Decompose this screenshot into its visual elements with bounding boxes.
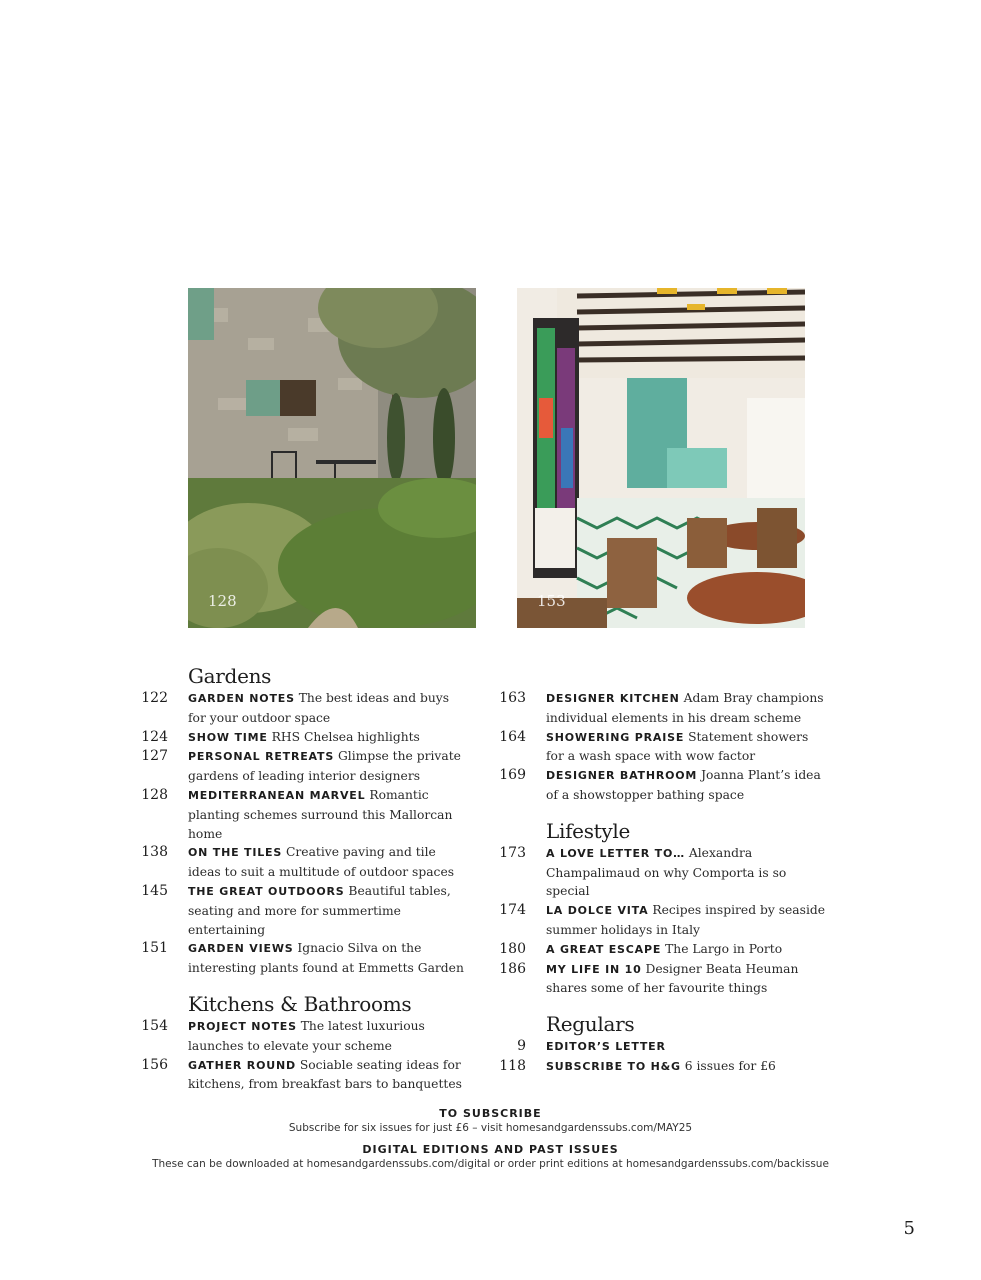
- digital-editions-text[interactable]: These can be downloaded at homesandgardenssubs.com/digital or order print editions at homesandgardenssubs.com/backissue: [152, 1158, 829, 1170]
- entry-title: A GREAT ESCAPE: [546, 942, 662, 956]
- entry-description: Recipes inspired by seaside summer holidays in Italy: [546, 903, 826, 937]
- photo-page-number: 153: [537, 592, 566, 610]
- entry-description: Romantic planting schemes surround this Mallorcan home: [188, 787, 453, 841]
- page-number: 5: [903, 1218, 915, 1239]
- entry-title: EDITOR’S LETTER: [546, 1040, 666, 1054]
- entry-page-number: 169: [499, 767, 526, 784]
- contents-entry[interactable]: [498, 844, 828, 901]
- section-heading-kitchens-bathrooms: Kitchens & Bathrooms: [188, 991, 412, 1016]
- entry-title: DESIGNER KITCHEN: [546, 692, 680, 705]
- entry-title: THE GREAT OUTDOORS: [188, 884, 345, 898]
- contents-entry[interactable]: [498, 960, 828, 999]
- entry-title: GARDEN VIEWS: [188, 942, 294, 956]
- entry-page-number: 154: [141, 1017, 168, 1034]
- entry-description: Adam Bray champions individual elements in his dream scheme: [546, 691, 824, 725]
- contents-entry[interactable]: [140, 747, 470, 786]
- contents-entry[interactable]: [498, 1057, 828, 1077]
- entry-title: SHOWERING PRAISE: [546, 730, 685, 744]
- entry-page-number: 122: [141, 690, 168, 706]
- garden-photo: [188, 288, 476, 628]
- contents-entry[interactable]: [140, 1056, 470, 1095]
- entry-title: MY LIFE IN 10: [546, 962, 642, 976]
- entry-page-number: 145: [141, 882, 168, 899]
- restaurant-photo: [517, 288, 805, 628]
- entry-title: SHOW TIME: [188, 730, 268, 744]
- contents-entry[interactable]: [498, 1037, 828, 1057]
- entry-title: PERSONAL RETREATS: [188, 750, 335, 764]
- contents-entry[interactable]: [140, 843, 470, 882]
- entry-description: Alexandra Champalimaud on why Comporta is so special: [546, 845, 787, 899]
- entry-page-number: 180: [499, 940, 526, 957]
- entry-page-number: 127: [141, 748, 168, 765]
- entry-page-number: 173: [499, 844, 526, 861]
- entry-page-number: 124: [141, 728, 168, 745]
- entry-description: RHS Chelsea highlights: [271, 729, 420, 744]
- digital-editions-label: DIGITAL EDITIONS AND PAST ISSUES: [362, 1143, 619, 1156]
- contents-column-left: [140, 664, 470, 1094]
- subscription-footer: [0, 1106, 981, 1178]
- photo-page-number: 128: [208, 592, 237, 610]
- entry-description: The Largo in Porto: [665, 941, 783, 956]
- entry-page-number: 128: [141, 786, 168, 803]
- contents-entry[interactable]: [140, 728, 470, 748]
- entry-title: DESIGNER BATHROOM: [546, 769, 698, 783]
- entry-title: GATHER ROUND: [188, 1058, 296, 1072]
- entry-description: 6 issues for £6: [684, 1058, 776, 1073]
- entry-description: Designer Beata Heuman shares some of her favourite things: [546, 961, 799, 996]
- entry-description: Ignacio Silva on the interesting plants found at Emmetts Garden: [188, 941, 464, 976]
- contents-entry[interactable]: [498, 689, 828, 728]
- entry-description: Joanna Plant’s idea of a showstopper bathing space: [546, 768, 821, 802]
- section-heading-gardens: Gardens: [188, 664, 272, 688]
- contents-column-right: [498, 689, 828, 1077]
- entry-title: LA DOLCE VITA: [546, 904, 649, 918]
- entry-description: Creative paving and tile ideas to suit a multitude of outdoor spaces: [188, 845, 455, 880]
- entry-description: The latest luxurious launches to elevate your scheme: [188, 1018, 425, 1053]
- entry-description: Sociable seating ideas for kitchens, from breakfast bars to banquettes: [188, 1057, 462, 1092]
- entry-page-number: 163: [499, 690, 526, 706]
- entry-page-number: 118: [499, 1057, 526, 1074]
- restaurant-photo-image: [517, 288, 805, 628]
- entry-page-number: 151: [141, 940, 168, 957]
- entry-page-number: 174: [499, 902, 526, 919]
- contents-entry[interactable]: [140, 882, 470, 939]
- contents-entry[interactable]: [140, 1017, 470, 1056]
- entry-page-number: 138: [141, 844, 168, 861]
- subscribe-text[interactable]: Subscribe for six issues for just £6 – visit homesandgardenssubs.com/MAY25: [288, 1122, 693, 1134]
- entry-page-number: 164: [499, 728, 526, 745]
- contents-entry[interactable]: [498, 766, 828, 805]
- entry-title: SUBSCRIBE TO H&G: [546, 1059, 681, 1073]
- contents-entry[interactable]: [140, 939, 470, 978]
- entry-title: A LOVE LETTER TO…: [546, 846, 685, 860]
- contents-entry[interactable]: [498, 901, 828, 940]
- entry-description: Statement showers for a wash space with wow factor: [546, 729, 809, 764]
- section-heading-regulars: Regulars: [546, 1012, 635, 1037]
- contents-entry[interactable]: [140, 689, 470, 728]
- contents-entry[interactable]: [498, 728, 828, 767]
- section-heading-lifestyle: Lifestyle: [546, 818, 631, 843]
- subscribe-label: TO SUBSCRIBE: [439, 1107, 542, 1120]
- entry-page-number: 156: [141, 1056, 168, 1073]
- contents-entry[interactable]: [498, 940, 828, 960]
- entry-description: Beautiful tables, seating and more for summertime entertaining: [188, 883, 451, 937]
- entry-title: PROJECT NOTES: [188, 1019, 297, 1033]
- entry-title: GARDEN NOTES: [188, 692, 295, 705]
- entry-page-number: 9: [517, 1038, 526, 1055]
- entry-title: MEDITERRANEAN MARVEL: [188, 788, 366, 802]
- entry-description: Glimpse the private gardens of leading interior designers: [188, 749, 461, 784]
- entry-page-number: 186: [499, 960, 526, 977]
- garden-photo-image: [188, 288, 476, 628]
- entry-description: The best ideas and buys for your outdoor space: [188, 691, 450, 725]
- contents-entry[interactable]: [140, 786, 470, 843]
- entry-title: ON THE TILES: [188, 846, 283, 860]
